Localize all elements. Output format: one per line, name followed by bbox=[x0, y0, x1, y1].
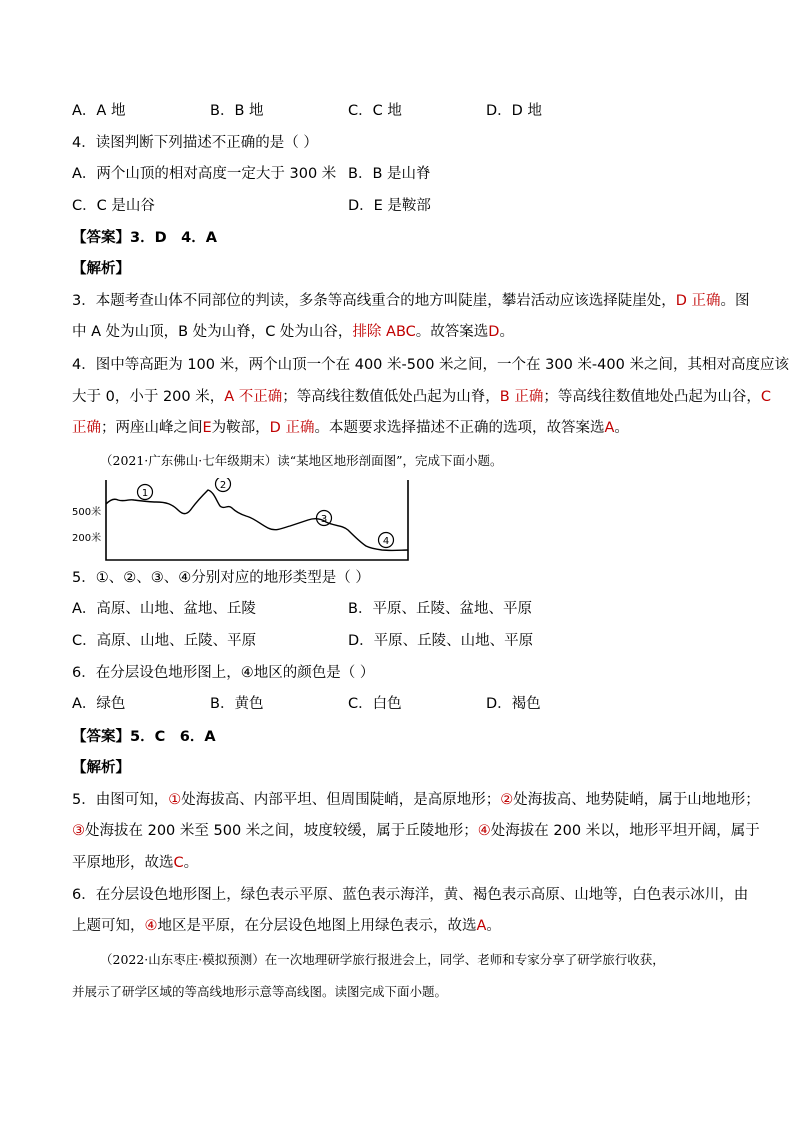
y-label-200: 200米 bbox=[72, 533, 102, 544]
y-label-500: 500米 bbox=[72, 507, 102, 518]
marker-3 bbox=[317, 511, 332, 526]
svg-text:2: 2 bbox=[219, 480, 227, 491]
q3-option-a: A．A 地 bbox=[72, 103, 126, 119]
q4-stem: 4．读图判断下列描述不正确的是（ ） bbox=[72, 135, 318, 151]
terrain-line bbox=[106, 490, 408, 550]
exp6-line-1: 6．在分层设色地形图上，绿色表示平原、蓝色表示海洋，黄、褐色表示高原、山地等，白色表示冰川，由 bbox=[72, 887, 749, 903]
answer-text: 5．C 6．A bbox=[130, 729, 216, 745]
answer-text: 3．D 4．A bbox=[130, 230, 217, 246]
q4-option-b: B．B 是山脊 bbox=[348, 166, 431, 182]
q3-option-c: C．C 地 bbox=[348, 103, 402, 119]
q6-option-b: B．黄色 bbox=[210, 696, 264, 712]
svg-text:4: 4 bbox=[382, 536, 390, 547]
q5-option-d: D．平原、丘陵、山地、平原 bbox=[348, 633, 534, 649]
source-note-2-line-2: 并展示了研学区域的等高线地形示意等高线图。读图完成下面小题。 bbox=[72, 984, 448, 999]
q6-option-a: A．绿色 bbox=[72, 696, 126, 712]
exp5-line-2: ③处海拔在 200 米至 500 米之间，坡度较缓，属于丘陵地形；④处海拔在 200 米以，地形平坦开阔，属于 bbox=[72, 823, 760, 839]
q4-option-d: D．E 是鞍部 bbox=[348, 198, 431, 214]
q5-stem: 5．①、②、③、④分别对应的地形类型是（ ） bbox=[72, 570, 370, 586]
q3-option-d: D．D 地 bbox=[486, 103, 542, 119]
exp5-line-3: 平原地形，故选C。 bbox=[72, 855, 199, 871]
q6-option-c: C．白色 bbox=[348, 696, 402, 712]
q4-option-c: C．C 是山谷 bbox=[72, 198, 155, 214]
q3-option-b: B．B 地 bbox=[210, 103, 264, 119]
answer-block-1 bbox=[72, 228, 217, 248]
svg-text:3: 3 bbox=[320, 514, 328, 525]
profile-frame bbox=[106, 480, 408, 560]
answer-label: 【答案】 bbox=[72, 230, 130, 246]
marker-4 bbox=[379, 533, 394, 548]
exp3-line-2: 中 A 处为山顶，B 处为山脊，C 处为山谷，排除 ABC。故答案选D。 bbox=[72, 324, 514, 340]
exp4-line-1: 4．图中等高距为 100 米，两个山顶一个在 400 米-500 米之间，一个在 300 米-400 米之间，其相对高度应该 bbox=[72, 357, 789, 373]
q4-option-a: A．两个山顶的相对高度一定大于 300 米 bbox=[72, 166, 337, 182]
exp5-line-1: 5．由图可知，①处海拔高、内部平坦、但周围陡峭，是高原地形；②处海拔高、地势陡峭，属于山地地形； bbox=[72, 792, 760, 808]
q5-option-a: A．高原、山地、盆地、丘陵 bbox=[72, 601, 256, 617]
analysis-label-1: 【解析】 bbox=[72, 261, 130, 277]
q5-option-c: C．高原、山地、丘陵、平原 bbox=[72, 633, 257, 649]
exp4-line-2: 大于 0，小于 200 米，A 不正确；等高线往数值低处凸起为山脊，B 正确；等高线往数值地处凸起为山谷，C bbox=[72, 389, 771, 405]
svg-text:1: 1 bbox=[141, 488, 149, 499]
exp3-line-1: 3．本题考查山体不同部位的判读，多条等高线重合的地方叫陡崖，攀岩活动应该选择陡崖处，D 正确。图 bbox=[72, 293, 750, 309]
q6-stem: 6．在分层设色地形图上，④地区的颜色是（ ） bbox=[72, 665, 375, 681]
q6-option-d: D．褐色 bbox=[486, 696, 541, 712]
answer-block-2 bbox=[72, 727, 216, 747]
marker-2 bbox=[216, 478, 231, 492]
source-note-1: （2021·广东佛山·七年级期末）读“某地区地形剖面图”，完成下面小题。 bbox=[100, 453, 503, 468]
exp6-line-2: 上题可知，④地区是平原，在分层设色地图上用绿色表示，故选A。 bbox=[72, 918, 501, 934]
terrain-profile-figure bbox=[70, 478, 415, 562]
marker-1 bbox=[138, 485, 153, 500]
answer-label: 【答案】 bbox=[72, 729, 130, 745]
analysis-label-2: 【解析】 bbox=[72, 760, 130, 776]
q5-option-b: B．平原、丘陵、盆地、平原 bbox=[348, 601, 532, 617]
source-note-2-line-1: （2022·山东枣庄·模拟预测）在一次地理研学旅行报进会上，同学、老师和专家分享了研学旅行收获， bbox=[100, 952, 665, 967]
exp4-line-3: 正确；两座山峰之间E为鞍部，D 正确。本题要求选择描述不正确的选项，故答案选A。 bbox=[72, 420, 629, 436]
